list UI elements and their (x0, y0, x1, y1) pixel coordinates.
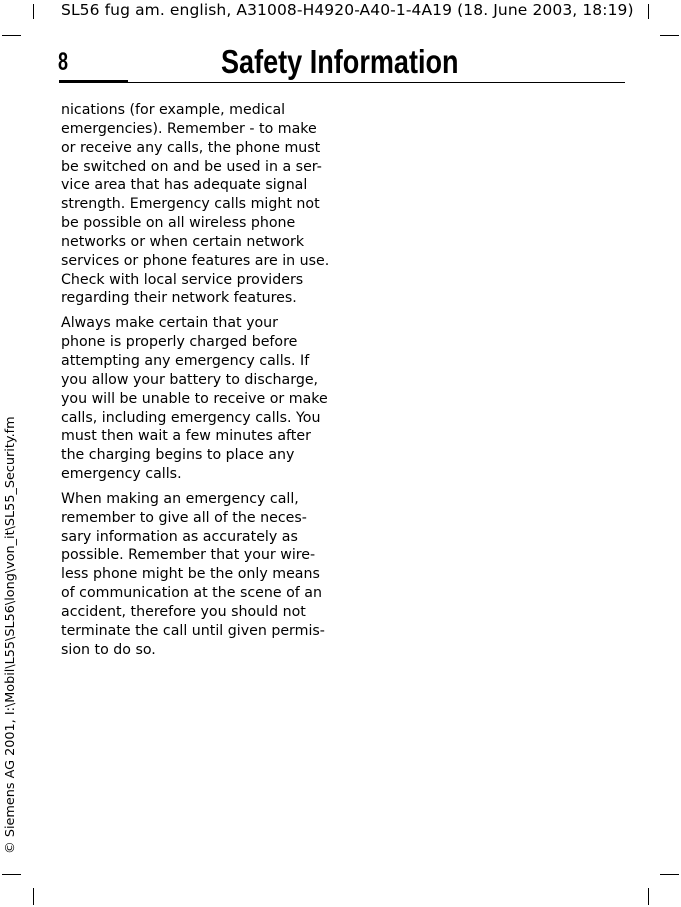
text-line: attempting any emergency calls. If (61, 352, 310, 369)
heading-rule-thick (59, 80, 128, 83)
text-line: nications (for example, medical (61, 102, 286, 118)
crop-mark-top-left-vertical (33, 4, 34, 19)
text-line: calls, including emergency calls. You (61, 409, 321, 426)
text-line: be switched on and be used in a ser- (61, 158, 322, 175)
text-line: must then wait a few minutes after (61, 428, 311, 445)
text-line: sary information as accurately as (61, 528, 298, 545)
text-line: you will be unable to receive or make (61, 390, 328, 407)
text-line: the charging begins to place any (61, 447, 295, 464)
text-line: phone is properly charged before (61, 334, 298, 351)
crop-mark-top-right-horizontal (660, 35, 679, 36)
text-line: strength. Emergency calls might not (61, 196, 320, 213)
crop-mark-bottom-left-horizontal (2, 874, 21, 875)
text-line: terminate the call until given permis- (61, 622, 325, 639)
paragraph-emergency-information (61, 490, 329, 660)
crop-mark-bottom-left-vertical (33, 888, 34, 905)
text-line: Always make certain that your (61, 315, 278, 332)
text-line: remember to give all of the neces- (61, 509, 307, 526)
text-line: accident, therefore you should not (61, 603, 306, 620)
text-line: networks or when certain network (61, 233, 305, 250)
text-line: less phone might be the only means (61, 566, 320, 583)
crop-mark-bottom-right-horizontal (660, 874, 679, 875)
text-line: be possible on all wireless phone (61, 215, 296, 232)
text-line: of communication at the scene of an (61, 585, 322, 602)
text-line: vice area that has adequate signal (61, 177, 308, 194)
text-line: When making an emergency call, (61, 490, 299, 507)
file-info-header: SL56 fug am. english, A31008-H4920-A40-1-4A19 (18. June 2003, 18:19) (61, 1, 634, 19)
heading-rule-thin (128, 82, 625, 83)
text-line: services or phone features are in use. (61, 252, 330, 269)
crop-mark-top-left-horizontal (2, 35, 21, 36)
text-line: emergencies). Remember - to make (61, 120, 317, 137)
text-line: possible. Remember that your wire- (61, 547, 316, 564)
text-line: regarding their network features. (61, 290, 297, 307)
text-line: Check with local service providers (61, 271, 304, 288)
text-line: you allow your battery to discharge, (61, 371, 319, 388)
text-line: sion to do so. (61, 641, 156, 658)
page-title: Safety Information (221, 43, 459, 80)
text-line: or receive any calls, the phone must (61, 139, 321, 156)
crop-mark-top-right-vertical (648, 4, 649, 19)
copyright-file-path: © Siemens AG 2001, I:\Mobil\L55\SL56\long\von_it\SL55_Security.fm (3, 416, 18, 854)
body-text-column (61, 101, 329, 665)
paragraph-emergency-calls (61, 101, 329, 308)
page-number: 8 (58, 48, 69, 76)
paragraph-battery-charge (61, 314, 329, 484)
crop-mark-bottom-right-vertical (648, 888, 649, 905)
text-line: emergency calls. (61, 466, 182, 483)
